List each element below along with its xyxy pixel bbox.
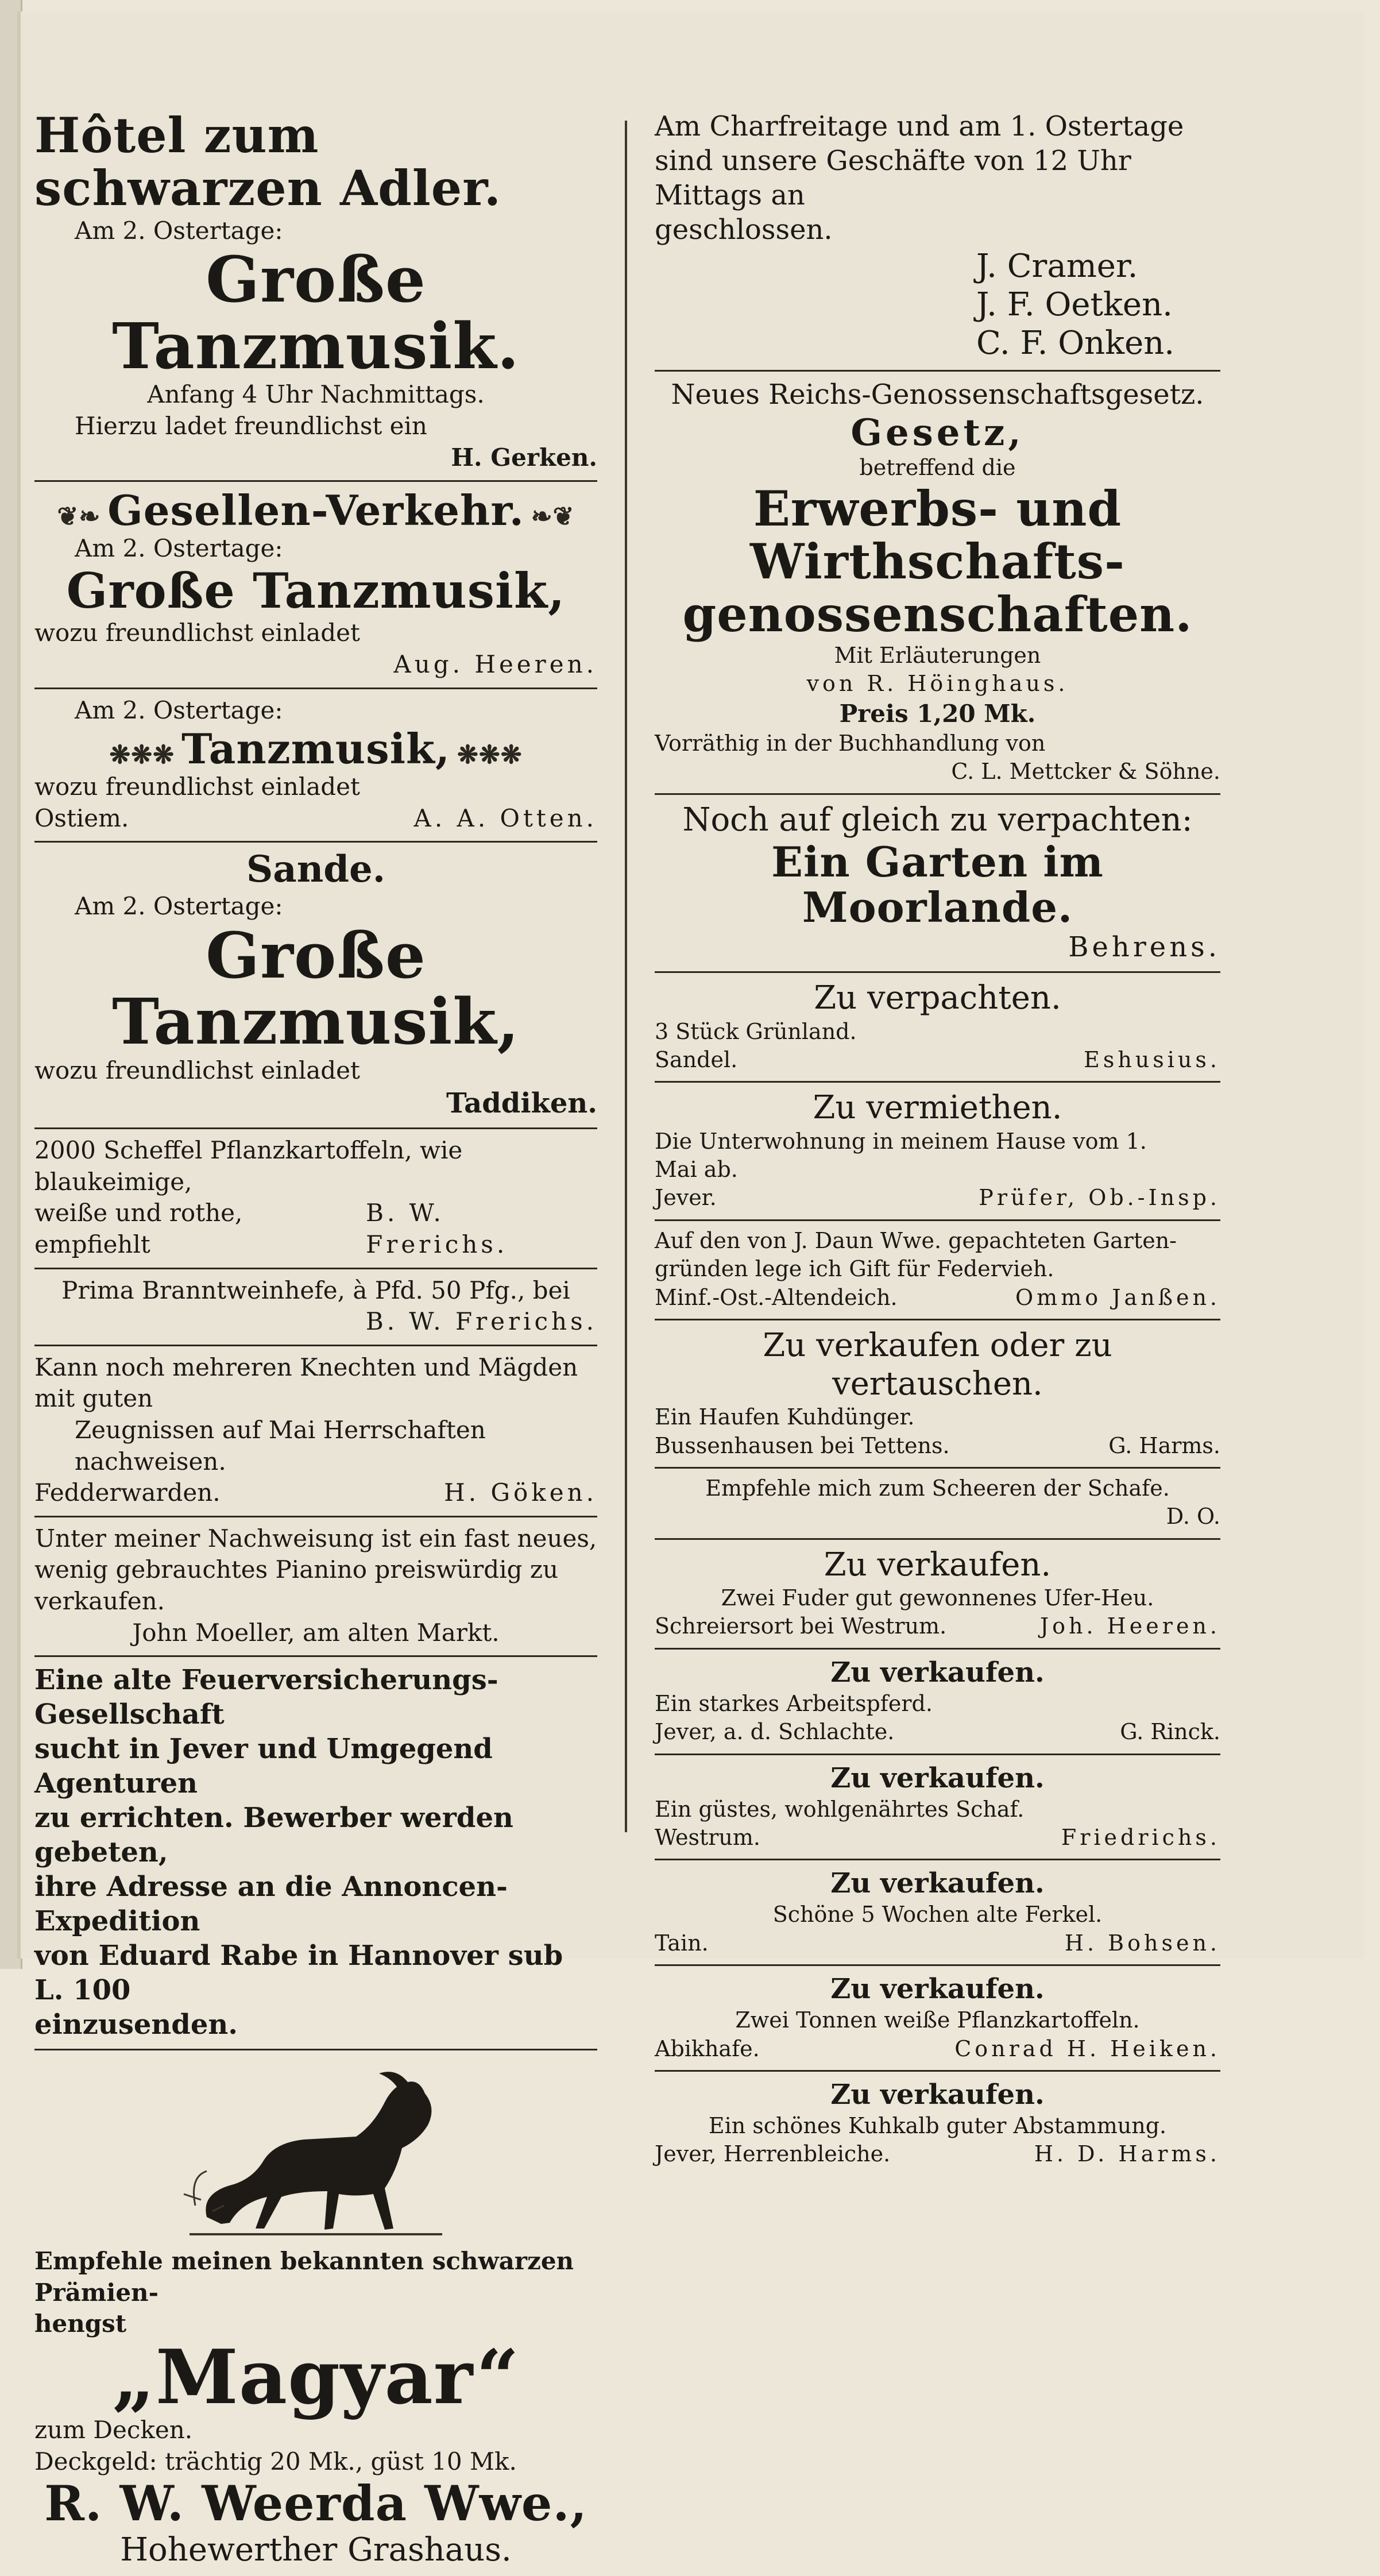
- ad-heu: [655, 1540, 1220, 1650]
- ad-charfreitag-name-1: J. Cramer.: [976, 248, 1138, 285]
- ad-vermiethen-line1: Die Unterwohnung in meinem Hause vom 1.: [655, 1128, 1147, 1154]
- ad-magyar-line4: Deckgeld: trächtig 20 Mk., güst 10 Mk.: [34, 2447, 517, 2475]
- ad-ferkel-title: Zu verkaufen.: [830, 1867, 1045, 1900]
- ad-schaf-signer: Friedrichs.: [1061, 1825, 1220, 1851]
- ad-gesellen-title-row: [34, 488, 597, 533]
- ad-ostiem-date: Am 2. Ostertage:: [75, 696, 283, 724]
- ad-magyar-line1: Empfehle meinen bekannten schwarzen Prämien-: [34, 2247, 574, 2307]
- ad-gesetz-note2: von R. Höinghaus.: [806, 671, 1069, 697]
- ad-heu-line1: Zwei Fuder gut gewonnenes Ufer-Heu.: [721, 1585, 1154, 1611]
- ad-adler-invite: Hierzu ladet freundlichst ein: [75, 411, 427, 440]
- ad-gesetz: [655, 372, 1220, 795]
- ad-charfreitag-line1: Am Charfreitage und am 1. Ostertage: [655, 110, 1184, 142]
- ad-versicherung-line6: einzusenden.: [34, 2009, 238, 2041]
- ad-kuhkalb-footer: [655, 2140, 1220, 2168]
- ad-gift: [655, 1221, 1220, 1320]
- ad-charfreitag-name-3: C. F. Onken.: [976, 325, 1175, 362]
- ad-garten: [655, 795, 1220, 974]
- ad-ostiem-invite: wozu freundlichst einladet: [34, 773, 360, 801]
- ad-pflanzkartoffeln-footer: [655, 2035, 1220, 2063]
- horse-illustration-icon: [167, 2062, 465, 2246]
- ad-gesellen-headline: Große Tanzmusik,: [66, 562, 566, 619]
- ad-kartoffeln-footer: [34, 1198, 597, 1260]
- ad-pferd: [655, 1650, 1220, 1755]
- ad-gesetz-stock: Vorräthig in der Buchhandlung von: [655, 731, 1046, 756]
- ad-adler-headline: Große Tanzmusik.: [112, 242, 520, 383]
- ad-kuhkalb-signer: H. D. Harms.: [1034, 2141, 1220, 2167]
- ad-knechte-place: Fedderwarden.: [34, 1478, 221, 1507]
- ad-vermiethen-place: Jever.: [655, 1185, 717, 1211]
- ad-adler-date: Am 2. Ostertage:: [75, 216, 283, 245]
- ad-versicherung-line3: zu errichten. Bewerber werden gebeten,: [34, 1802, 513, 1869]
- column-divider: [625, 121, 627, 1832]
- ad-pflanzkartoffeln-line1: Zwei Tonnen weiße Pflanzkartoffeln.: [735, 2007, 1140, 2033]
- ad-piano-signer: John Moeller, am alten Markt.: [132, 1618, 500, 1647]
- ad-magyar-signer: R. W. Weerda Wwe.,: [44, 2475, 587, 2532]
- ad-adler: [34, 103, 597, 482]
- ad-verpachten-signer: Eshusius.: [1084, 1047, 1220, 1073]
- ad-vermiethen-title: Zu vermiethen.: [813, 1089, 1062, 1127]
- ad-versicherung: [34, 1657, 597, 2050]
- ad-kartoffeln-signer: B. W. Frerichs.: [366, 1199, 508, 1259]
- ad-hefe-line1: Prima Branntweinhefe, à Pfd. 50 Pfg., bei: [61, 1276, 570, 1304]
- ad-knechte: [34, 1346, 597, 1517]
- ad-sande: [34, 843, 597, 1129]
- ad-schaf-footer: [655, 1824, 1220, 1852]
- ad-kuhkalb-place: Jever, Herrenbleiche.: [655, 2141, 891, 2167]
- ad-duenger-line1: Ein Haufen Kuhdünger.: [655, 1404, 915, 1430]
- ad-gesellen-date: Am 2. Ostertage:: [75, 534, 283, 563]
- ad-vermiethen-signer: Prüfer, Ob.-Insp.: [979, 1185, 1220, 1211]
- ad-hefe-signer: B. W. Frerichs.: [365, 1307, 597, 1336]
- ad-schaf-title: Zu verkaufen.: [830, 1762, 1045, 1794]
- ad-ostiem-headline: Tanzmusik,: [181, 724, 450, 774]
- ad-schaf-line1: Ein güstes, wohlgenährtes Schaf.: [655, 1796, 1025, 1822]
- ad-charfreitag-name-2: J. F. Oetken.: [976, 286, 1173, 324]
- ad-pflanzkartoffeln: [655, 1966, 1220, 2072]
- ad-ostiem-signer: A. A. Otten.: [413, 804, 597, 832]
- ad-versicherung-line2: sucht in Jever und Umgegend Agenturen: [34, 1733, 493, 1800]
- ad-adler-time: Anfang 4 Uhr Nachmittags.: [147, 380, 485, 409]
- ad-gift-place: Minf.-Ost.-Altendeich.: [655, 1284, 898, 1310]
- ad-adler-signer: H. Gerken.: [451, 443, 597, 472]
- ad-knechte-line2: Zeugnissen auf Mai Herrschaften nachweisen.: [75, 1416, 486, 1476]
- ad-versicherung-line4: ihre Adresse an die Annoncen-Expedition: [34, 1871, 508, 1938]
- ad-kartoffeln: [34, 1129, 597, 1269]
- ad-heu-footer: [655, 1612, 1220, 1640]
- ad-pferd-line1: Ein starkes Arbeitspferd.: [655, 1690, 933, 1716]
- ad-gesellen-title: Gesellen-Verkehr.: [107, 486, 524, 535]
- ad-schafe-signer: D. O.: [1166, 1504, 1220, 1530]
- ad-knechte-footer: [34, 1477, 597, 1509]
- ad-magyar: [34, 2050, 597, 2576]
- ad-pflanzkartoffeln-place: Abikhafe.: [655, 2036, 760, 2061]
- ad-kartoffeln-line2: weiße und rothe, empfiehlt: [34, 1199, 243, 1259]
- ad-knechte-signer: H. Göken.: [444, 1478, 597, 1507]
- ad-gesellen: [34, 482, 597, 689]
- ad-pferd-place: Jever, a. d. Schlachte.: [655, 1719, 895, 1745]
- left-ornament-icon: ❋❋❋: [109, 740, 175, 770]
- ad-duenger-title: Zu verkaufen oder zu vertauschen.: [763, 1326, 1112, 1403]
- left-column: [34, 103, 597, 2576]
- ad-verpachten-title: Zu verpachten.: [814, 979, 1061, 1017]
- ad-gesetz-big2: genossenschaften.: [682, 586, 1193, 643]
- ad-verpachten-footer: [655, 1046, 1220, 1074]
- right-column: [655, 103, 1220, 2176]
- ad-schafe: [655, 1469, 1220, 1540]
- ad-vermiethen-line2: Mai ab.: [655, 1156, 738, 1182]
- ad-hefe: [34, 1269, 597, 1346]
- ad-pferd-footer: [655, 1718, 1220, 1746]
- ad-garten-headline: Ein Garten im Moorlande.: [771, 837, 1104, 932]
- ad-gesetz-shop: C. L. Mettcker & Söhne.: [951, 759, 1220, 785]
- ad-versicherung-line1: Eine alte Feuerversicherungs-Gesellschaft: [34, 1664, 498, 1731]
- ad-gift-footer: [655, 1284, 1220, 1312]
- ad-kuhkalb-line1: Ein schönes Kuhkalb guter Abstammung.: [708, 2112, 1167, 2138]
- ad-kuhkalb-title: Zu verkaufen.: [830, 2078, 1045, 2111]
- ad-sande-title: Sande.: [246, 848, 385, 891]
- ad-gesetz-note1: Mit Erläuterungen: [834, 642, 1041, 668]
- ad-heu-place: Schreiersort bei Westrum.: [655, 1613, 947, 1639]
- ad-charfreitag-line3: geschlossen.: [655, 214, 833, 246]
- right-ornament-icon: ❧❦: [531, 502, 575, 532]
- ad-ferkel-place: Tain.: [655, 1930, 709, 1956]
- ad-ostiem: [34, 689, 597, 843]
- ad-knechte-line1: Kann noch mehreren Knechten und Mägden mit guten: [34, 1353, 578, 1413]
- left-ornament-icon: ❦❧: [57, 502, 101, 532]
- ad-sande-date: Am 2. Ostertage:: [75, 892, 283, 921]
- ad-schafe-line1: Empfehle mich zum Scheeren der Schafe.: [705, 1476, 1170, 1501]
- ad-garten-signer: Behrens.: [1068, 931, 1220, 964]
- ad-sande-invite: wozu freundlichst einladet: [34, 1056, 360, 1084]
- ad-gift-line1: Auf den von J. Daun Wwe. gepachteten Garten-: [655, 1227, 1177, 1253]
- ad-pferd-title: Zu verkaufen.: [830, 1656, 1045, 1689]
- ad-verpachten: [655, 973, 1220, 1083]
- ad-adler-title: Hôtel zum schwarzen Adler.: [34, 107, 502, 217]
- ad-piano-line2: wenig gebrauchtes Pianino preiswürdig zu verkaufen.: [34, 1555, 559, 1615]
- ad-schaf: [655, 1755, 1220, 1861]
- ad-verpachten-place: Sandel.: [655, 1047, 738, 1073]
- ad-piano: [34, 1517, 597, 1657]
- ad-pflanzkartoffeln-signer: Conrad H. Heiken.: [954, 2036, 1220, 2061]
- ad-piano-line1: Unter meiner Nachweisung ist ein fast neues,: [34, 1524, 597, 1552]
- ad-gesellen-invite: wozu freundlichst einladet: [34, 619, 360, 647]
- ad-magyar-line3: zum Decken.: [34, 2415, 193, 2444]
- ad-charfreitag-line2: sind unsere Geschäfte von 12 Uhr Mittags an: [655, 145, 1131, 211]
- ad-ferkel-signer: H. Bohsen.: [1064, 1930, 1220, 1956]
- ad-ostiem-footer: [34, 803, 597, 835]
- ad-duenger-signer: G. Harms.: [1108, 1432, 1220, 1458]
- ad-gesetz-sub: betreffend die: [859, 455, 1016, 481]
- ad-gesetz-headline: Gesetz,: [851, 411, 1025, 454]
- ad-gift-line2: gründen lege ich Gift für Federvieh.: [655, 1256, 1054, 1282]
- ad-vermiethen: [655, 1083, 1220, 1221]
- ad-gesetz-price: Preis 1,20 Mk.: [839, 699, 1036, 728]
- ad-garten-line1: Noch auf gleich zu verpachten:: [682, 801, 1193, 839]
- ad-schaf-place: Westrum.: [655, 1825, 760, 1851]
- ad-sande-signer: Taddiken.: [446, 1087, 597, 1120]
- ad-heu-title: Zu verkaufen.: [824, 1546, 1052, 1584]
- ad-ferkel-line1: Schöne 5 Wochen alte Ferkel.: [772, 1902, 1103, 1928]
- ad-verpachten-line1: 3 Stück Grünland.: [655, 1018, 857, 1044]
- ad-ostiem-place: Ostiem.: [34, 804, 129, 832]
- ad-vermiethen-footer: [655, 1184, 1220, 1212]
- ad-duenger-footer: [655, 1432, 1220, 1460]
- ad-duenger-place: Bussenhausen bei Tettens.: [655, 1432, 950, 1458]
- ad-gesetz-big1: Erwerbs- und Wirthschafts-: [750, 480, 1125, 590]
- ad-gesetz-title: Neues Reichs-Genossenschaftsgesetz.: [671, 378, 1204, 411]
- right-ornament-icon: ❋❋❋: [457, 740, 523, 770]
- ad-ostiem-headline-row: [34, 724, 597, 774]
- ad-gesellen-signer: Aug. Heeren.: [393, 650, 597, 678]
- ad-magyar-place: Hohewerther Grashaus.: [120, 2531, 512, 2569]
- ad-heu-signer: Joh. Heeren.: [1039, 1613, 1220, 1639]
- ad-pferd-signer: G. Rinck.: [1120, 1719, 1220, 1745]
- ad-sande-headline: Große Tanzmusik,: [112, 918, 520, 1059]
- ad-kuhkalb: [655, 2072, 1220, 2176]
- ad-gift-signer: Ommo Janßen.: [1015, 1284, 1220, 1310]
- ad-magyar-name: „Magyar“: [112, 2332, 520, 2421]
- ad-ferkel: [655, 1860, 1220, 1966]
- ad-magyar-line2: hengst: [34, 2309, 127, 2338]
- ad-versicherung-line5: von Eduard Rabe in Hannover sub L. 100: [34, 1940, 563, 2007]
- ad-duenger: [655, 1320, 1220, 1469]
- ad-kartoffeln-line1: 2000 Scheffel Pflanzkartoffeln, wie blaukeimige,: [34, 1136, 463, 1196]
- ad-pflanzkartoffeln-title: Zu verkaufen.: [830, 1973, 1045, 2006]
- ad-ferkel-footer: [655, 1929, 1220, 1957]
- ad-charfreitag: [655, 103, 1220, 372]
